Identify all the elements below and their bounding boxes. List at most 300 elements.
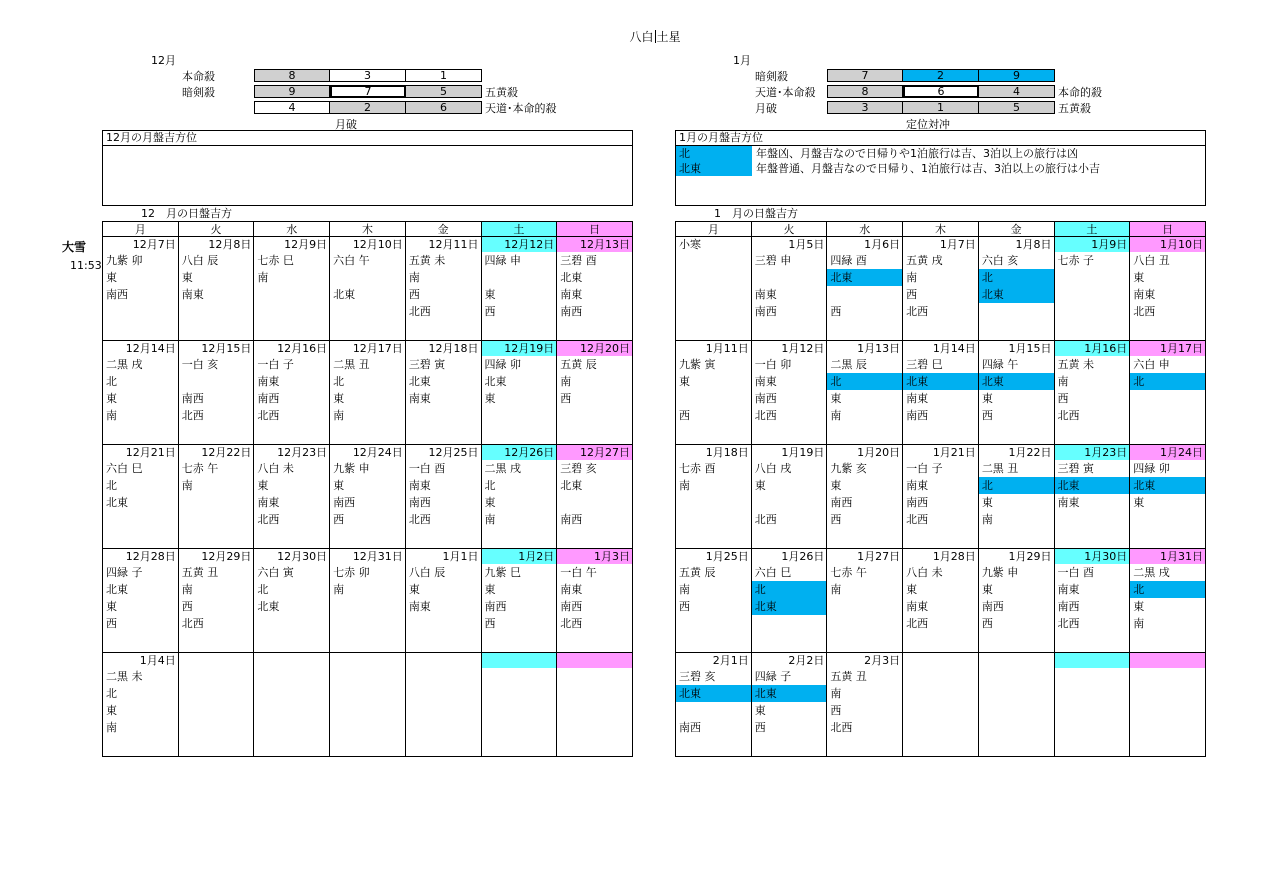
day-date (482, 653, 557, 668)
day-direction: 南東 (906, 392, 929, 405)
day-direction: 西 (981, 409, 993, 422)
left-sq-right-1: 五黄殺 (485, 86, 518, 99)
day-direction: 東 (981, 496, 993, 509)
day-direction: 東 (906, 583, 918, 596)
day-cell (978, 341, 1054, 445)
day-cell (978, 549, 1054, 653)
day-direction: 北東 (676, 685, 751, 702)
day-cell (405, 237, 481, 341)
right-month-label: 1月 (733, 54, 751, 67)
day-cell (178, 549, 254, 653)
day-star: 一白 午 (560, 566, 597, 579)
day-star: 五黄 未 (1057, 358, 1095, 371)
day-date: 12月7日 (132, 238, 176, 251)
day-direction: 北西 (181, 617, 204, 630)
day-direction: 北東 (106, 496, 128, 509)
day-cell (178, 237, 254, 341)
right-sq-cell: 1 (902, 101, 979, 114)
day-direction: 東 (106, 392, 117, 405)
day-star: 三碧 酉 (560, 254, 597, 267)
day-direction: 北東 (1130, 477, 1205, 494)
day-direction: 南 (981, 513, 993, 526)
right-month-directions (675, 130, 1206, 206)
day-cell (903, 653, 979, 757)
solar-term-label: 大雪 (62, 240, 87, 254)
day-date: 12月30日 (277, 550, 328, 563)
day-date: 1月5日 (788, 238, 825, 251)
weekday-header: 水 (827, 222, 903, 237)
day-date: 1月16日 (1055, 341, 1130, 356)
day-direction: 南西 (106, 288, 128, 301)
day-date: 12月10日 (352, 238, 403, 251)
day-direction: 南東 (408, 392, 431, 405)
day-direction: 南東 (257, 496, 280, 509)
desc-row (676, 161, 1205, 176)
day-direction (557, 494, 632, 511)
day-direction: 東 (981, 392, 993, 405)
day-cell (676, 341, 752, 445)
day-star: 四緑 卯 (484, 358, 522, 371)
day-star: 九紫 亥 (830, 462, 867, 475)
day-star: 三碧 亥 (560, 462, 597, 475)
day-direction: 北 (106, 479, 117, 492)
day-direction: 西 (484, 617, 496, 630)
left-month-directions (102, 130, 633, 206)
day-date: 1月7日 (939, 238, 976, 251)
day-star: 三碧 寅 (1057, 462, 1095, 475)
day-date: 1月13日 (857, 342, 901, 355)
day-direction: 西 (906, 288, 918, 301)
day-direction: 南 (1057, 375, 1069, 388)
day-direction: 北西 (906, 617, 929, 630)
day-direction: 北東 (979, 373, 1054, 390)
day-direction: 南 (106, 409, 117, 422)
day-direction: 西 (1057, 392, 1069, 405)
day-direction: 北西 (1133, 305, 1156, 318)
day-direction: 北西 (1057, 409, 1080, 422)
day-direction: 南 (333, 409, 345, 422)
day-date: 1月17日 (1130, 341, 1205, 356)
day-direction: 西 (106, 617, 117, 630)
day-direction (254, 615, 329, 632)
day-direction: 南東 (408, 600, 431, 613)
day-star: 二黒 未 (106, 670, 143, 683)
day-direction: 東 (830, 479, 842, 492)
day-direction: 東 (408, 583, 420, 596)
day-direction: 南 (906, 271, 918, 284)
day-star: 九紫 寅 (679, 358, 716, 371)
day-direction: 南 (181, 479, 193, 492)
day-direction: 南 (408, 271, 420, 284)
day-date: 12月31日 (352, 550, 403, 563)
left-sq-cell: 8 (254, 69, 330, 82)
day-cell (557, 549, 633, 653)
day-cell (676, 445, 752, 549)
day-cell (481, 341, 557, 445)
day-direction (330, 615, 405, 632)
day-direction: 東 (333, 392, 345, 405)
right-sq-cell: 4 (978, 85, 1055, 98)
left-sq-right-2: 天道･本命的殺 (485, 102, 557, 115)
day-direction: 東 (106, 600, 117, 613)
right-sq-right-2: 五黄殺 (1058, 102, 1091, 115)
day-direction (179, 494, 254, 511)
desc-row (676, 146, 1205, 161)
day-cell (751, 653, 827, 757)
day-direction: 北 (106, 375, 117, 388)
day-date: 12月13日 (557, 237, 632, 252)
day-star: 七赤 午 (181, 462, 219, 475)
left-desc-header: 12月の月盤吉方位 (103, 131, 632, 146)
day-direction: 南東 (1133, 288, 1156, 301)
day-cell (254, 653, 330, 757)
day-direction: 北西 (408, 513, 431, 526)
day-date: 12月11日 (428, 238, 479, 251)
day-cell (1054, 237, 1130, 341)
day-date (903, 653, 978, 668)
day-star: 四緑 子 (754, 670, 792, 683)
day-star: 三碧 寅 (408, 358, 446, 371)
day-direction: 南西 (906, 496, 929, 509)
day-direction: 北 (106, 687, 117, 700)
day-cell (827, 549, 903, 653)
day-cell (103, 445, 179, 549)
day-date: 12月21日 (125, 446, 176, 459)
left-day-calendar (102, 221, 633, 757)
day-date: 1月21日 (932, 446, 976, 459)
day-direction: 南西 (754, 392, 777, 405)
day-direction: 南西 (560, 305, 583, 318)
left-sq-cell: 1 (405, 69, 482, 82)
weekday-header: 水 (254, 222, 330, 237)
day-date: 1月12日 (781, 342, 825, 355)
day-star: 四緑 申 (484, 254, 522, 267)
desc-text: 年盤普通、月盤吉なので日帰り、1泊旅行は吉、3泊以上の旅行は小吉 (756, 162, 1100, 175)
day-direction: 西 (560, 392, 572, 405)
day-cell (676, 653, 752, 757)
day-direction: 南西 (906, 409, 929, 422)
day-cell (557, 341, 633, 445)
day-direction: 南西 (181, 392, 204, 405)
day-cell (751, 445, 827, 549)
day-direction: 北東 (752, 598, 827, 615)
day-date: 1月23日 (1055, 445, 1130, 460)
day-date: 2月2日 (788, 654, 825, 667)
day-date: 1月11日 (705, 342, 749, 355)
day-cell (330, 445, 406, 549)
day-star: 七赤 酉 (679, 462, 716, 475)
day-cell (254, 549, 330, 653)
day-direction: 南東 (1057, 496, 1080, 509)
day-date: 12月12日 (482, 237, 557, 252)
day-cell (103, 341, 179, 445)
day-date: 12月9日 (284, 238, 328, 251)
day-date: 12月18日 (428, 342, 479, 355)
day-star: 二黒 戌 (106, 358, 143, 371)
day-direction: 北西 (257, 409, 280, 422)
day-direction: 東 (484, 288, 496, 301)
day-date (406, 653, 481, 668)
day-direction (827, 286, 902, 303)
day-direction (557, 407, 632, 424)
day-date: 12月29日 (201, 550, 252, 563)
day-cell (178, 445, 254, 549)
day-date (254, 653, 329, 668)
day-date: 1月22日 (1008, 446, 1052, 459)
day-direction (1130, 407, 1205, 424)
right-sq-cell: 5 (978, 101, 1055, 114)
right-sq-cell: 7 (827, 69, 903, 82)
day-direction: 南 (484, 513, 496, 526)
day-cell (903, 445, 979, 549)
day-direction: 南 (560, 375, 572, 388)
day-direction: 南西 (408, 496, 431, 509)
day-star: 二黒 戌 (1133, 566, 1170, 579)
weekday-header: 土 (1054, 222, 1130, 237)
day-date: 1月9日 (1055, 237, 1130, 252)
day-direction: 南東 (754, 288, 777, 301)
day-direction: 西 (333, 513, 345, 526)
left-sq-cell: 2 (329, 101, 406, 114)
day-cell (254, 341, 330, 445)
day-star: 五黄 未 (408, 254, 446, 267)
day-date: 12月26日 (482, 445, 557, 460)
day-direction (676, 390, 751, 407)
day-direction (179, 303, 254, 320)
day-date: 1月27日 (857, 550, 901, 563)
day-direction: 南 (333, 583, 345, 596)
day-direction: 東 (181, 271, 193, 284)
day-cell (827, 653, 903, 757)
day-date (557, 653, 632, 668)
day-cell (751, 237, 827, 341)
left-sq-cell: 4 (254, 101, 330, 114)
day-direction: 南 (181, 583, 193, 596)
day-direction (254, 286, 329, 303)
day-direction (330, 269, 405, 286)
day-star: 五黄 辰 (560, 358, 597, 371)
day-direction (254, 303, 329, 320)
day-star: 四緑 卯 (1133, 462, 1170, 475)
day-cell (557, 445, 633, 549)
day-cell (676, 237, 752, 341)
day-direction: 南 (679, 583, 690, 596)
right-sq-label-2: 月破 (755, 102, 777, 115)
day-star: 九紫 卯 (106, 254, 143, 267)
day-direction: 東 (754, 479, 766, 492)
day-direction: 南 (679, 479, 690, 492)
day-direction: 北東 (484, 375, 507, 388)
day-direction: 北 (484, 479, 496, 492)
day-star: 八白 辰 (408, 566, 446, 579)
day-date: 12月23日 (277, 446, 328, 459)
day-direction (406, 407, 481, 424)
day-direction: 西 (830, 704, 842, 717)
day-star: 一白 子 (257, 358, 294, 371)
day-cell (1054, 653, 1130, 757)
day-date: 12月22日 (201, 446, 252, 459)
day-cell (254, 445, 330, 549)
day-star: 七赤 午 (830, 566, 867, 579)
day-direction: 北 (827, 373, 902, 390)
day-direction: 東 (981, 583, 993, 596)
day-direction (406, 615, 481, 632)
day-star: 六白 巳 (106, 462, 143, 475)
right-day-calendar (675, 221, 1206, 757)
day-star: 五黄 辰 (679, 566, 716, 579)
weekday-header: 月 (676, 222, 752, 237)
day-cell (903, 237, 979, 341)
day-direction: 南 (1133, 617, 1145, 630)
day-direction: 南 (830, 583, 842, 596)
day-direction: 北西 (830, 721, 853, 734)
day-date: 12月20日 (557, 341, 632, 356)
day-cell (1130, 237, 1206, 341)
day-direction: 東 (830, 392, 842, 405)
desc-direction: 北東 (676, 161, 752, 176)
left-sq-cell: 3 (329, 69, 406, 82)
solar-term-note: 小寒 (679, 238, 701, 251)
day-direction: 東 (1133, 496, 1145, 509)
day-star: 七赤 卯 (333, 566, 370, 579)
day-star: 二黒 丑 (981, 462, 1019, 475)
day-cell (1054, 341, 1130, 445)
day-cell (827, 237, 903, 341)
day-star: 二黒 戌 (484, 462, 522, 475)
day-direction: 北西 (408, 305, 431, 318)
day-cell (827, 341, 903, 445)
day-star: 九紫 巳 (484, 566, 522, 579)
day-cell (676, 549, 752, 653)
day-date (1055, 653, 1130, 668)
day-cell (405, 445, 481, 549)
day-direction (179, 511, 254, 528)
day-star: 五黄 丑 (830, 670, 867, 683)
day-direction: 東 (484, 496, 496, 509)
day-direction: 南東 (181, 288, 204, 301)
day-direction (676, 702, 751, 719)
day-direction: 南 (106, 721, 117, 734)
day-direction (1055, 286, 1130, 303)
page-title: 八白 土星 (629, 30, 681, 44)
day-direction (103, 303, 178, 320)
day-direction (1055, 269, 1130, 286)
day-direction (330, 303, 405, 320)
day-date (179, 653, 254, 668)
day-cell (978, 653, 1054, 757)
day-direction: 東 (484, 583, 496, 596)
day-date: 1月18日 (705, 446, 749, 459)
day-cell (178, 341, 254, 445)
day-cell (557, 237, 633, 341)
day-direction: 南西 (560, 513, 583, 526)
day-direction: 西 (830, 305, 842, 318)
day-star: 三碧 亥 (679, 670, 716, 683)
right-desc-header: 1月の月盤吉方位 (676, 131, 1205, 146)
day-cell (103, 237, 179, 341)
weekday-header: 火 (751, 222, 827, 237)
day-cell (978, 237, 1054, 341)
day-direction: 南 (830, 409, 842, 422)
day-date: 2月3日 (864, 654, 901, 667)
day-cell (330, 237, 406, 341)
day-star: 四緑 午 (981, 358, 1019, 371)
left-sq-cell: 6 (405, 101, 482, 114)
day-direction: 東 (754, 704, 766, 717)
day-direction (979, 303, 1054, 320)
day-direction: 南東 (560, 288, 583, 301)
day-date: 12月16日 (277, 342, 328, 355)
day-cell (1130, 653, 1206, 757)
day-direction (1130, 390, 1205, 407)
day-date (330, 653, 405, 668)
day-direction: 南西 (484, 600, 507, 613)
day-date: 12月14日 (125, 342, 176, 355)
weekday-header: 日 (1130, 222, 1206, 237)
day-direction: 北 (257, 583, 269, 596)
day-direction: 東 (679, 375, 690, 388)
day-direction: 北東 (903, 373, 978, 390)
day-direction (179, 373, 254, 390)
day-star: 一白 酉 (1057, 566, 1095, 579)
day-date: 1月3日 (557, 549, 632, 564)
day-direction: 西 (484, 305, 496, 318)
day-direction: 北東 (752, 685, 827, 702)
day-direction: 南西 (679, 721, 701, 734)
day-direction: 東 (257, 479, 269, 492)
left-sq-bottom: 月破 (335, 118, 357, 131)
day-cell (751, 549, 827, 653)
day-direction: 北西 (906, 305, 929, 318)
day-direction: 北東 (257, 600, 280, 613)
day-cell (1130, 445, 1206, 549)
day-direction: 南西 (333, 496, 356, 509)
day-direction (482, 407, 557, 424)
day-direction: 北 (979, 477, 1054, 494)
day-direction (1130, 511, 1205, 528)
day-date: 1月10日 (1130, 237, 1205, 252)
day-direction: 南東 (1057, 583, 1080, 596)
day-direction: 北東 (1055, 477, 1130, 494)
left-sq-center: 7 (330, 85, 406, 98)
day-direction: 東 (333, 479, 345, 492)
right-sq-label-1: 天道･本命殺 (755, 86, 816, 99)
day-direction (827, 615, 902, 632)
day-direction (330, 598, 405, 615)
day-cell (481, 237, 557, 341)
right-sq-right-1: 本命的殺 (1058, 86, 1102, 99)
day-direction: 北東 (979, 286, 1054, 303)
weekday-header: 木 (903, 222, 979, 237)
day-direction: 南西 (981, 600, 1004, 613)
day-direction: 北東 (408, 375, 431, 388)
day-date: 1月19日 (781, 446, 825, 459)
day-star: 一白 卯 (754, 358, 792, 371)
day-date: 1月24日 (1130, 445, 1205, 460)
left-sq-cell: 5 (405, 85, 482, 98)
day-star: 五黄 戌 (906, 254, 943, 267)
day-cell (405, 341, 481, 445)
day-date: 1月8日 (1015, 238, 1052, 251)
day-direction: 南東 (257, 375, 280, 388)
day-cell (903, 341, 979, 445)
day-direction (752, 615, 827, 632)
day-star: 五黄 丑 (181, 566, 219, 579)
day-date: 1月28日 (932, 550, 976, 563)
left-month-label: 12月 (151, 54, 176, 67)
day-cell (978, 445, 1054, 549)
day-date (1130, 653, 1205, 668)
